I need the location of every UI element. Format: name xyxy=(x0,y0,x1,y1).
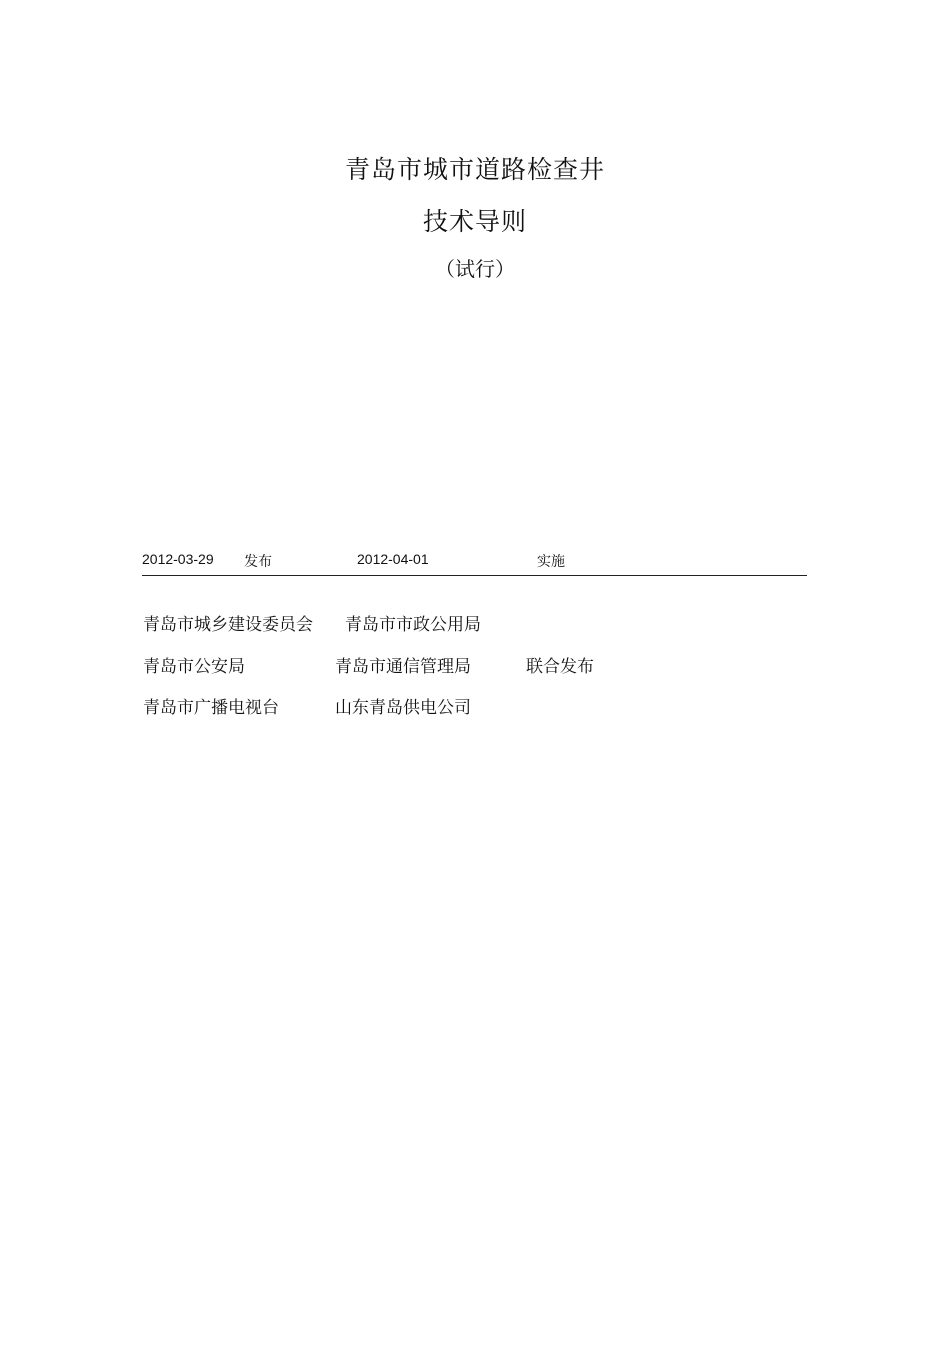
issuer-power-supply: 山东青岛供电公司 xyxy=(335,698,471,718)
issuer-communications: 青岛市通信管理局 xyxy=(335,657,471,677)
document-subtitle: 技术导则 xyxy=(422,207,527,236)
issuer-broadcast-tv: 青岛市广播电视台 xyxy=(143,698,279,718)
implement-date: 2012-04-01 xyxy=(357,551,429,567)
publish-label: 发布 xyxy=(244,554,272,570)
dates-row xyxy=(142,549,807,575)
issuer-municipal-utilities: 青岛市市政公用局 xyxy=(345,615,481,635)
issuers-block xyxy=(143,610,807,740)
publish-date: 2012-03-29 xyxy=(142,551,214,567)
document-title: 青岛市城市道路检查井 xyxy=(344,155,605,184)
divider-line xyxy=(142,575,807,576)
trial-note: （试行） xyxy=(435,257,515,281)
joint-issue-label: 联合发布 xyxy=(526,657,594,677)
implement-label: 实施 xyxy=(537,554,565,570)
issuer-construction-committee: 青岛市城乡建设委员会 xyxy=(143,615,313,635)
issuer-public-security: 青岛市公安局 xyxy=(143,657,245,677)
